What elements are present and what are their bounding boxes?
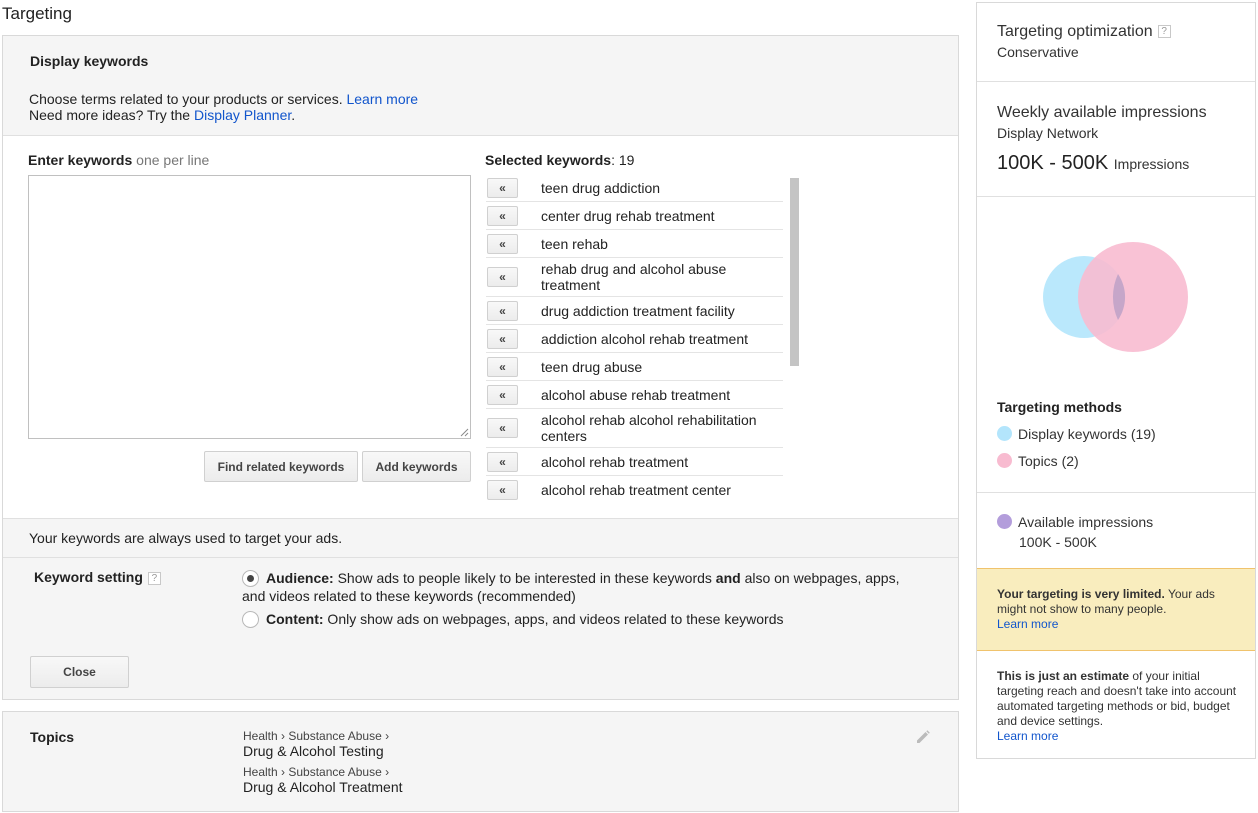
add-keywords-button[interactable]: Add keywords [362,451,471,482]
keyword-row [486,325,783,353]
close-button[interactable]: Close [30,656,129,688]
legend-label: Display keywords (19) [1018,426,1156,442]
keyword-row [486,409,783,448]
keyword-row [486,448,783,476]
estimate-body: of your initial targeting reach and doesn't take into account automated targeting methods or bid, budget and device settings. [997,669,1237,728]
remove-keyword-button[interactable]: « [487,418,518,438]
help-icon[interactable]: ? [148,572,161,585]
keyword-text: alcohol abuse rehab treatment [541,387,731,403]
content-radio[interactable] [242,611,259,628]
remove-keyword-button[interactable]: « [487,267,518,287]
keyword-text: addiction alcohol rehab treatment [541,331,749,347]
keyword-text: alcohol rehab treatment [541,454,689,470]
period: . [291,107,296,123]
available-impressions-label [997,514,1153,530]
enter-keywords-title: Enter keywords [28,152,133,168]
content-option-label[interactable] [266,610,784,628]
remove-keyword-button[interactable]: « [487,452,518,472]
keyword-row [486,476,783,504]
display-keywords-header [3,36,958,135]
available-impressions-value: 100K - 500K [1019,534,1097,550]
impressions-range-value: 100K - 500K [997,152,1109,174]
selected-keywords-list [486,174,783,504]
remove-keyword-button[interactable]: « [487,385,518,405]
warning-text [997,587,1237,632]
topic-name: Drug & Alcohol Testing [243,743,384,759]
available-impressions-title: Available impressions [1018,514,1154,530]
venn-diagram [1037,238,1197,358]
content-option-title: Content: [266,611,324,627]
topics-title: Topics [30,729,75,745]
targeting-methods-title: Targeting methods [997,399,1122,415]
keyword-text: rehab drug and alcohol abuse treatment [541,261,727,293]
help-icon[interactable]: ? [1158,25,1171,38]
keyword-setting-label [34,569,161,585]
topics-panel[interactable] [2,711,959,812]
keyword-row [486,297,783,325]
keyword-text: alcohol rehab treatment center [541,482,731,498]
optimization-title [997,23,1171,41]
audience-option-and: and [715,570,741,586]
impressions-range [997,152,1189,175]
resize-grip-icon[interactable] [460,428,469,437]
content-option-text: Only show ads on webpages, apps, and videos related to these keywords [323,611,784,627]
audience-option-label[interactable] [242,569,922,605]
optimization-section [977,3,1255,82]
optimization-value: Conservative [997,44,1079,60]
display-keywords-description [29,91,418,107]
warning-bold: Your targeting is very limited. [997,587,1165,601]
keywords-scrollbar-thumb[interactable] [790,178,799,366]
targeting-summary-sidebar [976,2,1256,759]
enter-keywords-label [28,152,209,168]
keyword-text: center drug rehab treatment [541,208,715,224]
display-keywords-title: Display keywords [30,53,149,69]
description-text: Choose terms related to your products or services. [29,91,343,107]
impressions-unit: Impressions [1113,156,1190,172]
topic-path: Health › Substance Abuse › [243,765,390,779]
keywords-textarea[interactable] [28,175,471,439]
legend-item-display-keywords [997,426,1156,442]
legend-dot [997,426,1012,441]
remove-keyword-button[interactable]: « [487,357,518,377]
selected-keywords-label [485,152,634,168]
estimate-learn-more-link[interactable]: Learn more [997,729,1059,743]
remove-keyword-button[interactable]: « [487,234,518,254]
keywords-always-used-note: Your keywords are always used to target your ads. [29,530,343,546]
impressions-network: Display Network [997,125,1099,141]
keyword-row [486,353,783,381]
remove-keyword-button[interactable]: « [487,178,518,198]
impressions-title: Weekly available impressions [997,104,1207,121]
selected-keywords-count: : 19 [611,152,635,168]
remove-keyword-button[interactable]: « [487,329,518,349]
keyword-row [486,381,783,409]
keyword-text: drug addiction treatment facility [541,303,735,319]
enter-keywords-hint: one per line [136,152,210,168]
keyword-text: alcohol rehab alcohol rehabilitation centers [541,412,757,444]
legend-label: Topics (2) [1018,453,1079,469]
keyword-editor [3,135,958,519]
learn-more-link[interactable]: Learn more [346,91,419,107]
limited-targeting-warning [977,568,1255,651]
pencil-icon[interactable] [915,729,931,745]
display-planner-link[interactable]: Display Planner [193,107,292,123]
keyword-text: teen rehab [541,236,608,252]
topic-path: Health › Substance Abuse › [243,729,390,743]
selected-keywords-title: Selected keywords [485,152,612,168]
legend-dot [997,453,1012,468]
venn-topics-circle [1078,242,1188,352]
remove-keyword-button[interactable]: « [487,480,518,500]
divider [3,557,958,558]
page-title: Targeting [2,4,72,23]
more-ideas-text: Need more ideas? Try the [29,107,191,123]
audience-option-title: Audience: [266,570,334,586]
keyword-row [486,174,783,202]
audience-option-text-a: Show ads to people likely to be interested in these keywords [333,570,716,586]
more-ideas-line [29,107,295,123]
remove-keyword-button[interactable]: « [487,206,518,226]
warning-learn-more-link[interactable]: Learn more [997,617,1059,631]
keyword-row [486,202,783,230]
legend-dot [997,514,1012,529]
topic-name: Drug & Alcohol Treatment [243,779,403,795]
keyword-row [486,230,783,258]
keyword-setting-title: Keyword setting [34,569,143,585]
warning-body: Your ads might not show to many people. [997,587,1215,616]
keyword-text: teen drug addiction [541,180,661,196]
display-keywords-panel [2,35,959,700]
keyword-row [486,258,783,297]
estimate-note [997,669,1242,744]
audience-option-text-b: also on webpages, apps, and videos related to these keywords (recommended) [242,570,900,604]
remove-keyword-button[interactable]: « [487,301,518,321]
find-related-keywords-button[interactable]: Find related keywords [204,451,358,482]
estimate-bold: This is just an estimate [997,669,1130,683]
keyword-text: teen drug abuse [541,359,643,375]
optimization-title-text: Targeting optimization [997,23,1153,40]
legend-item-topics [997,453,1079,469]
